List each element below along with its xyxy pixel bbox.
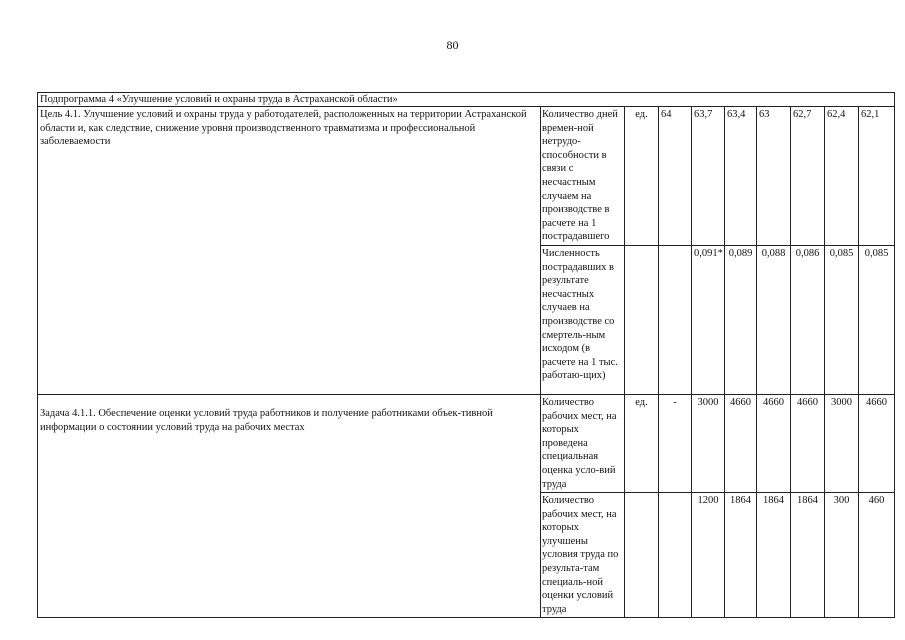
value-cell: 3000 (825, 394, 859, 492)
indicator-cell: Численность пострадавших в результате несчастных случаев на производстве со смертель-ным исходом (в расчете на 1 тыс. работаю-щих) (541, 245, 625, 394)
indicator-cell: Количество рабочих мест, на которых улучшены условия труда по результа-там специаль-ной оценки условий труда (541, 493, 625, 618)
value-cell: - (659, 394, 692, 492)
value-cell: 0,085 (825, 245, 859, 394)
page-number: 80 (446, 38, 459, 52)
value-cell: 460 (859, 493, 895, 618)
table-row (38, 107, 895, 246)
value-cell: 62,7 (791, 107, 825, 246)
value-cell: 3000 (692, 394, 725, 492)
value-cell: 4660 (757, 394, 791, 492)
subprogram-row (38, 93, 895, 107)
unit-cell (625, 245, 659, 394)
value-cell: 0,089 (725, 245, 757, 394)
unit-cell (625, 493, 659, 618)
value-cell: 63,4 (725, 107, 757, 246)
indicators-table (37, 92, 895, 618)
value-cell: 63 (757, 107, 791, 246)
value-cell: 63,7 (692, 107, 725, 246)
task-cell: Задача 4.1.1. Обеспечение оценки условий труда работников и получение работниками объек-тивной информации о состоянии условий труда на рабочих местах (38, 394, 541, 618)
indicator-cell: Количество рабочих мест, на которых проведена специальная оценка усло-вий труда (541, 394, 625, 492)
value-cell: 0,085 (859, 245, 895, 394)
value-cell: 0,086 (791, 245, 825, 394)
value-cell: 4660 (859, 394, 895, 492)
unit-cell: ед. (625, 394, 659, 492)
unit-cell: ед. (625, 107, 659, 246)
goal-cell: Цель 4.1. Улучшение условий и охраны труда у работодателей, расположенных на территории Астраханской области и, как следствие, снижение уровня производственного травматизма и профессиональной заболеваемости (38, 107, 541, 395)
indicator-cell: Количество дней времен-ной нетрудо-способности в связи с несчастным случаем на производстве в расчете на 1 пострадавшего (541, 107, 625, 246)
subprogram-title: Подпрограмма 4 «Улучшение условий и охраны труда в Астраханской области» (38, 93, 895, 107)
indicators-table-wrap (37, 92, 895, 618)
value-cell (659, 245, 692, 394)
value-cell: 0,091* (692, 245, 725, 394)
value-cell: 300 (825, 493, 859, 618)
value-cell: 62,1 (859, 107, 895, 246)
value-cell: 64 (659, 107, 692, 246)
value-cell: 1864 (791, 493, 825, 618)
value-cell: 4660 (791, 394, 825, 492)
value-cell: 1864 (725, 493, 757, 618)
value-cell: 1200 (692, 493, 725, 618)
value-cell: 0,088 (757, 245, 791, 394)
value-cell: 62,4 (825, 107, 859, 246)
value-cell: 4660 (725, 394, 757, 492)
value-cell: 1864 (757, 493, 791, 618)
value-cell (659, 493, 692, 618)
table-row (38, 394, 895, 492)
